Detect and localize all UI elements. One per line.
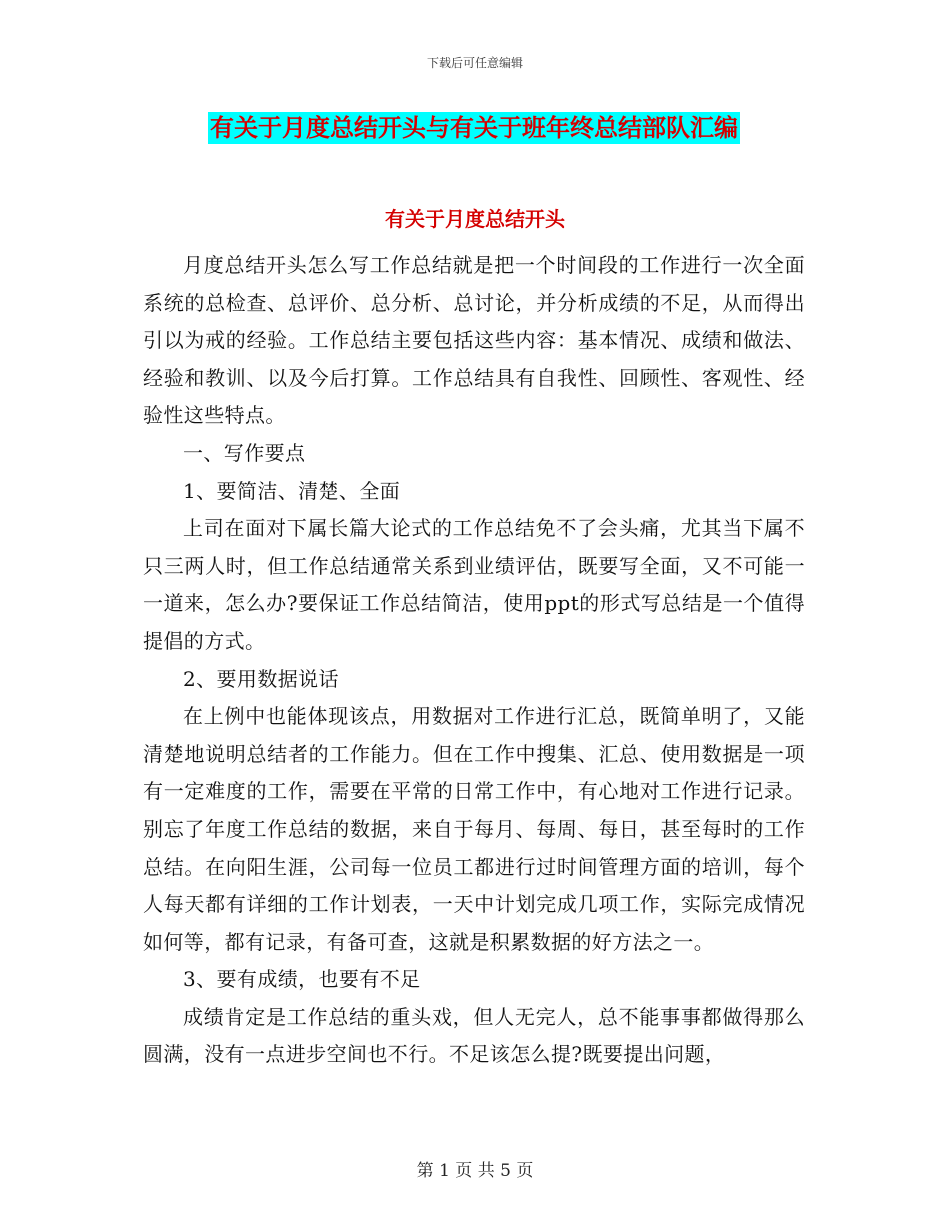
body-text bbox=[143, 247, 805, 1074]
paragraph: 2、要用数据说话 bbox=[183, 666, 339, 691]
document-title: 有关于月度总结开头与有关于班年终总结部队汇编 bbox=[210, 114, 738, 142]
paragraph: 1、要简洁、清楚、全面 bbox=[183, 478, 401, 503]
paragraph: 一、写作要点 bbox=[183, 440, 306, 465]
paragraph: 上司在面对下属长篇大论式的工作总结免不了会头痛，尤其当下属不只三两人时，但工作总结通常关系到业绩评估，既要写全面，又不可能一一道来，怎么办?要保证工作总结简洁，使用ppt的形式写总结是一个值得提倡的方式。 bbox=[143, 516, 805, 653]
paragraph: 3、要有成绩，也要有不足 bbox=[183, 967, 421, 992]
page-header-note: 下载后可任意编辑 bbox=[426, 56, 523, 70]
paragraph: 成绩肯定是工作总结的重头戏，但人无完人，总不能事事都做得那么圆满，没有一点进步空间也不行。不足该怎么提?既要提出问题， bbox=[143, 1004, 805, 1067]
paragraph: 在上例中也能体现该点，用数据对工作进行汇总，既简单明了，又能清楚地说明总结者的工作能力。但在工作中搜集、汇总、使用数据是一项有一定难度的工作，需要在平常的日常工作中，有心地对工作进行记录。别忘了年度工作总结的数据，来自于每月、每周、每日，甚至每时的工作总结。在向阳生涯，公司每一位员工都进行过时间管理方面的培训，每个人每天都有详细的工作计划表，一天中计划完成几项工作，实际完成情况如何等，都有记录，有备可查，这就是积累数据的好方法之一。 bbox=[143, 704, 805, 954]
section-title: 有关于月度总结开头 bbox=[385, 207, 565, 231]
paragraph: 月度总结开头怎么写工作总结就是把一个时间段的工作进行一次全面系统的总检查、总评价、总分析、总讨论，并分析成绩的不足，从而得出引以为戒的经验。工作总结主要包括这些内容：基本情况、成绩和做法、经验和教训、以及今后打算。工作总结具有自我性、回顾性、客观性、经验性这些特点。 bbox=[143, 253, 805, 428]
page-footer: 第 1 页 共 5 页 bbox=[416, 1161, 534, 1181]
